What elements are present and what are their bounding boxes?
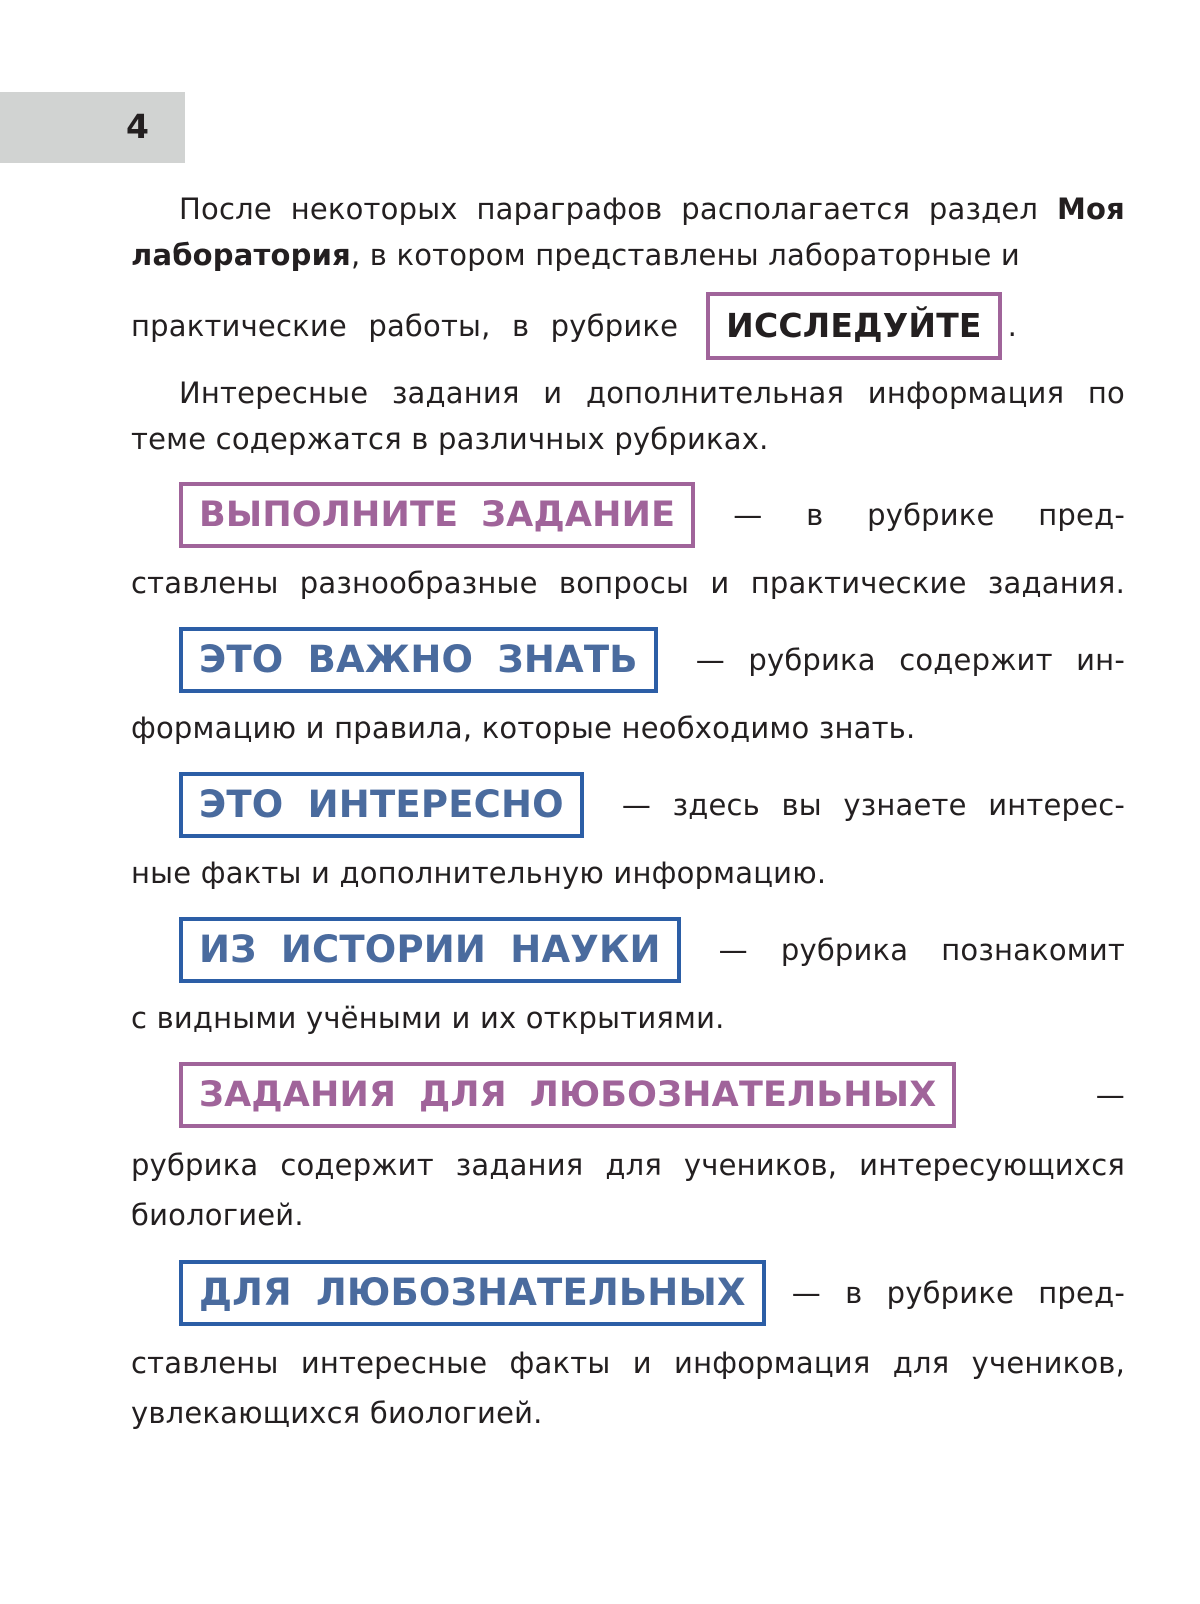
rubric-row-history [179, 917, 1125, 983]
rubric-row-interesting [179, 772, 1125, 838]
rubric-curious-tasks: ЗАДАНИЯ ДЛЯ ЛЮБОЗНАТЕЛЬНЫХ [179, 1062, 956, 1128]
rubric-interesting-description: ные факты и дополнительную информацию. [131, 856, 827, 890]
page-number: 4 [126, 107, 149, 146]
rubric-do-task-tail-text: — в рубрике пред- [733, 497, 1125, 532]
lab-section-name: Моя лаборатория [131, 192, 1125, 272]
rubric-row-curious [179, 1260, 1125, 1326]
rubric-row-important [179, 627, 1125, 693]
page-number-tab [0, 92, 185, 163]
rubric-important-description: формацию и правила, которые необходимо знать. [131, 711, 916, 745]
rubric-do-task-tail [733, 492, 1125, 539]
intro-text-start: После некоторых параграфов располагается раздел [179, 192, 1057, 226]
rubric-curious-tail-text: — в рубрике пред- [791, 1275, 1125, 1310]
intro-line-3 [131, 292, 1125, 360]
rubric-curious-tasks-description: рубрика содержит задания для учеников, интересующихся биологией. [131, 1148, 1125, 1232]
rubric-row-do-task [179, 482, 1125, 548]
rubric-important-tail [696, 637, 1125, 684]
rubric-important: ЭТО ВАЖНО ЗНАТЬ [179, 627, 658, 693]
rubric-curious-tail [792, 1270, 1125, 1317]
rubric-history: ИЗ ИСТОРИИ НАУКИ [179, 917, 681, 983]
intro-paragraph [131, 186, 1125, 278]
rubric-interesting: ЭТО ИНТЕРЕСНО [179, 772, 584, 838]
rubric-row-curious-tasks [179, 1062, 1125, 1128]
rubric-investigate: ИССЛЕДУЙТЕ [706, 292, 1002, 360]
intro-text-mid: , в котором представлены лабораторные и [350, 238, 1020, 272]
rubrics-intro-paragraph: Интересные задания и дополнительная информация по теме содержатся в различных рубриках. [131, 376, 1125, 456]
intro-text-end: . [1007, 308, 1018, 343]
rubric-do-task-description: ставлены разнообразные вопросы и практические задания. [131, 566, 1125, 600]
rubric-do-task: ВЫПОЛНИТЕ ЗАДАНИЕ [179, 482, 695, 548]
rubric-interesting-tail [622, 782, 1125, 829]
rubric-history-tail [719, 927, 1125, 974]
rubric-curious: ДЛЯ ЛЮБОЗНАТЕЛЬНЫХ [179, 1260, 766, 1326]
intro-text-line3: практические работы, в рубрике [131, 308, 679, 343]
rubric-curious-tasks-tail: — [1095, 1077, 1125, 1112]
rubric-important-tail-text: — рубрика содержит ин- [695, 642, 1125, 677]
rubric-interesting-tail-text: — здесь вы узнаете интерес- [621, 787, 1125, 822]
page-content [131, 186, 1125, 1438]
rubric-curious-description: ставлены интересные факты и информация для учеников, увлекающихся биологией. [131, 1346, 1125, 1430]
rubric-history-tail-text: — рубрика познакомит [718, 932, 1125, 967]
rubric-history-description: с видными учёными и их открытиями. [131, 1001, 725, 1035]
